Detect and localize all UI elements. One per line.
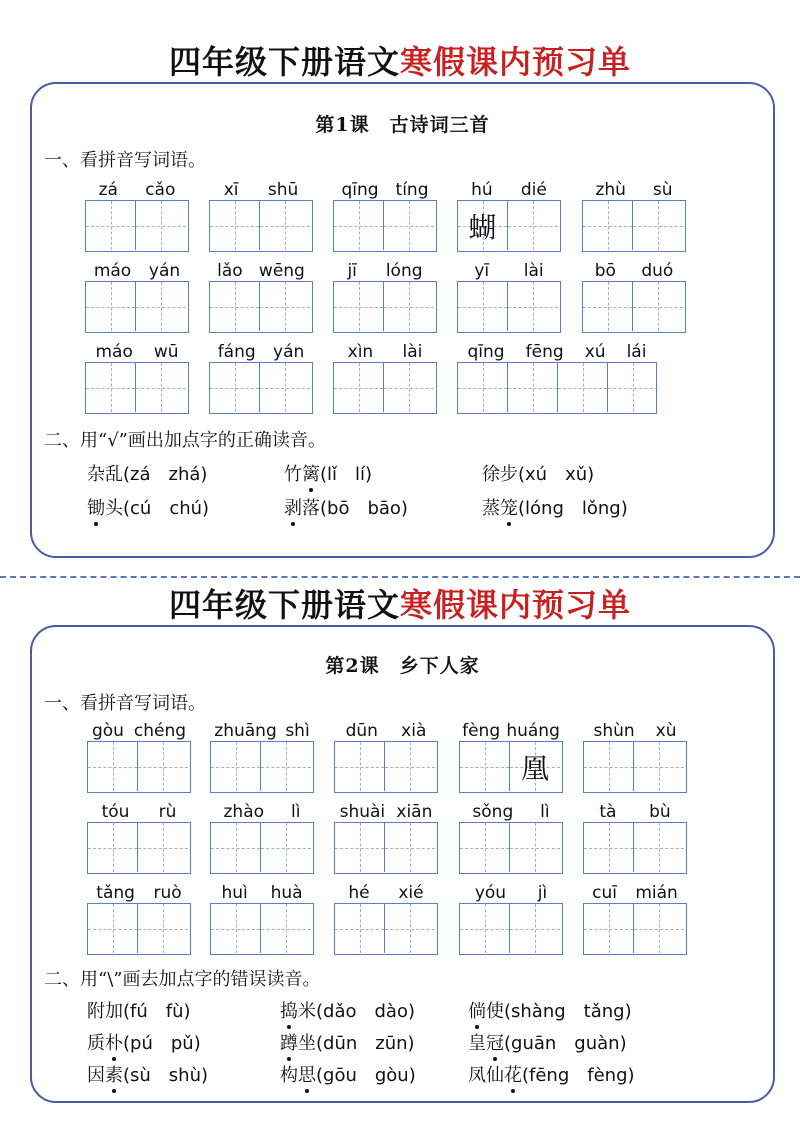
reading-item[interactable]: 因素(sù shù): [87, 1061, 208, 1087]
writing-cell[interactable]: [458, 282, 508, 331]
section-heading: 一、看拼音写词语。: [44, 693, 206, 714]
reading-item[interactable]: 徐步(xú xǔ): [482, 464, 595, 485]
writing-cell[interactable]: [334, 363, 384, 412]
word-group: [87, 717, 191, 793]
pinyin: xìn lài: [347, 342, 423, 362]
writing-cell[interactable]: [385, 742, 435, 791]
pinyin: máo wū: [95, 342, 179, 362]
writing-cell[interactable]: [138, 904, 188, 953]
lesson-panel: [30, 625, 775, 1103]
reading-item[interactable]: 附加(fú fù): [87, 1001, 191, 1022]
lesson-title: 第2课 乡下人家: [325, 655, 480, 677]
pinyin: hú dié: [471, 180, 547, 200]
writing-cell[interactable]: [334, 282, 384, 331]
word-group: [457, 176, 561, 252]
word-group: [334, 798, 438, 874]
sheet-title: [0, 42, 800, 82]
pinyin: gòu chéng: [91, 721, 187, 741]
cut-line-divider: [0, 576, 800, 578]
title-red: 寒假课内预习单: [400, 43, 632, 81]
writing-cell[interactable]: [261, 823, 311, 872]
writing-cell[interactable]: [86, 282, 136, 331]
word-group: [333, 338, 437, 414]
pinyin: fèng huáng: [462, 721, 560, 741]
word-group: [209, 176, 313, 252]
reading-item[interactable]: 蹲坐(dūn zūn): [280, 1029, 415, 1055]
writing-cell[interactable]: [458, 363, 508, 412]
writing-cell[interactable]: [634, 742, 684, 791]
reading-item[interactable]: 捣米(dǎo dào): [280, 997, 415, 1023]
pinyin: tà bù: [599, 802, 671, 822]
writing-cell[interactable]: [210, 282, 260, 331]
writing-cell[interactable]: [88, 904, 138, 953]
writing-cell[interactable]: [510, 904, 560, 953]
reading-item[interactable]: 倘使(shàng tǎng): [468, 997, 632, 1023]
writing-cell[interactable]: [88, 742, 138, 791]
writing-cell[interactable]: [136, 282, 186, 331]
writing-cell[interactable]: [384, 282, 434, 331]
writing-cell[interactable]: [384, 201, 434, 250]
pinyin: lǎo wēng: [217, 261, 305, 281]
reading-item[interactable]: 竹篱(lǐ lí): [284, 460, 372, 486]
pinyin: yī lài: [474, 261, 544, 281]
word-group: [459, 879, 563, 955]
word-group: [210, 717, 314, 793]
writing-cell[interactable]: [136, 363, 186, 412]
word-group: [582, 257, 686, 333]
pinyin: jī lóng: [347, 261, 423, 281]
pinyin: zhuāng shì: [214, 721, 310, 741]
writing-cell[interactable]: [508, 282, 558, 331]
reading-item[interactable]: 锄头(cú chú): [87, 494, 209, 520]
pinyin: yóu jì: [474, 883, 548, 903]
word-group: [333, 257, 437, 333]
reading-item[interactable]: 杂乱(zá zhá): [87, 464, 208, 485]
word-group: [457, 338, 657, 414]
writing-cell[interactable]: [583, 282, 633, 331]
section-heading: 二、用“\”画去加点字的错误读音。: [44, 969, 321, 990]
writing-cell[interactable]: [260, 201, 310, 250]
word-group: [209, 338, 313, 414]
writing-cell[interactable]: [634, 823, 684, 872]
sheet-title: [0, 585, 800, 625]
title-black: 四年级下册语文: [168, 43, 400, 81]
writing-cell[interactable]: [334, 201, 384, 250]
writing-cell[interactable]: [460, 904, 510, 953]
writing-cell[interactable]: 蝴: [458, 201, 508, 250]
writing-cell[interactable]: [261, 742, 311, 791]
pinyin: fáng yán: [217, 342, 305, 362]
writing-cell[interactable]: [460, 742, 510, 791]
word-group: [85, 176, 189, 252]
lesson-title: 第1课 古诗词三首: [315, 114, 490, 136]
writing-cell[interactable]: [335, 904, 385, 953]
writing-cell[interactable]: [384, 363, 434, 412]
word-group: [87, 798, 191, 874]
pinyin: cuī mián: [592, 883, 678, 903]
word-group: [210, 798, 314, 874]
pinyin: shùn xù: [593, 721, 677, 741]
pinyin: zhù sù: [595, 180, 673, 200]
pinyin: tóu rù: [101, 802, 177, 822]
word-group: [87, 879, 191, 955]
word-group: [85, 338, 189, 414]
writing-cell[interactable]: [335, 823, 385, 872]
writing-cell[interactable]: [138, 742, 188, 791]
word-group: [85, 257, 189, 333]
reading-item[interactable]: 质朴(pú pǔ): [87, 1029, 201, 1055]
word-group: [583, 879, 687, 955]
writing-cell[interactable]: [584, 904, 634, 953]
writing-cell[interactable]: [385, 904, 435, 953]
word-group: [334, 879, 438, 955]
writing-cell[interactable]: [584, 823, 634, 872]
lesson-panel: [30, 82, 775, 558]
writing-cell[interactable]: [86, 363, 136, 412]
pinyin: dūn xià: [345, 721, 427, 741]
title-red: 寒假课内预习单: [400, 586, 632, 624]
writing-cell[interactable]: [385, 823, 435, 872]
writing-cell[interactable]: [633, 282, 683, 331]
reading-item[interactable]: 构思(gōu gòu): [280, 1061, 416, 1087]
word-group: [457, 257, 561, 333]
writing-cell[interactable]: [260, 363, 310, 412]
reading-item[interactable]: 皇冠(guān guàn): [468, 1029, 627, 1055]
pinyin: tǎng ruò: [96, 883, 182, 903]
pinyin: sǒng lì: [472, 802, 550, 822]
pinyin: bō duó: [594, 261, 674, 281]
word-group: [583, 798, 687, 874]
pinyin: máo yán: [93, 261, 181, 281]
pinyin: xī shū: [223, 180, 299, 200]
writing-cell[interactable]: [136, 201, 186, 250]
writing-cell[interactable]: [335, 742, 385, 791]
writing-cell[interactable]: [260, 282, 310, 331]
writing-cell[interactable]: 凰: [510, 742, 560, 791]
writing-cell[interactable]: [88, 823, 138, 872]
writing-cell[interactable]: [86, 201, 136, 250]
writing-cell[interactable]: [508, 201, 558, 250]
writing-cell[interactable]: [558, 363, 608, 412]
writing-cell[interactable]: [633, 201, 683, 250]
word-group: [583, 717, 687, 793]
pinyin: qīng tíng: [341, 180, 429, 200]
writing-cell[interactable]: [211, 904, 261, 953]
writing-cell[interactable]: [510, 823, 560, 872]
pinyin: qīng fēng xú lái: [467, 342, 647, 362]
section-heading: 二、用“√”画出加点字的正确读音。: [44, 430, 326, 451]
title-black: 四年级下册语文: [168, 586, 400, 624]
pinyin: zhào lì: [223, 802, 301, 822]
pinyin: zá cǎo: [98, 180, 176, 200]
word-group: [333, 176, 437, 252]
pinyin: huì huà: [221, 883, 303, 903]
writing-cell[interactable]: [584, 742, 634, 791]
writing-cell[interactable]: [261, 904, 311, 953]
writing-cell[interactable]: [210, 363, 260, 412]
reading-item[interactable]: 蒸笼(lóng lǒng): [482, 494, 628, 520]
writing-cell[interactable]: [608, 363, 658, 412]
pinyin: hé xié: [348, 883, 424, 903]
writing-cell[interactable]: [583, 201, 633, 250]
writing-cell[interactable]: [634, 904, 684, 953]
writing-cell[interactable]: [460, 823, 510, 872]
pinyin: shuài xiān: [339, 802, 433, 822]
reading-item[interactable]: 凤仙花(fēng fèng): [468, 1061, 635, 1087]
section-heading: 一、看拼音写词语。: [44, 150, 206, 171]
writing-cell[interactable]: [138, 823, 188, 872]
writing-cell[interactable]: [211, 742, 261, 791]
word-group: [459, 798, 563, 874]
word-group: [209, 257, 313, 333]
word-group: [334, 717, 438, 793]
writing-cell[interactable]: [508, 363, 558, 412]
writing-cell[interactable]: [211, 823, 261, 872]
word-group: [459, 717, 563, 793]
word-group: [582, 176, 686, 252]
word-group: [210, 879, 314, 955]
reading-item[interactable]: 剥落(bō bāo): [284, 494, 408, 520]
writing-cell[interactable]: [210, 201, 260, 250]
